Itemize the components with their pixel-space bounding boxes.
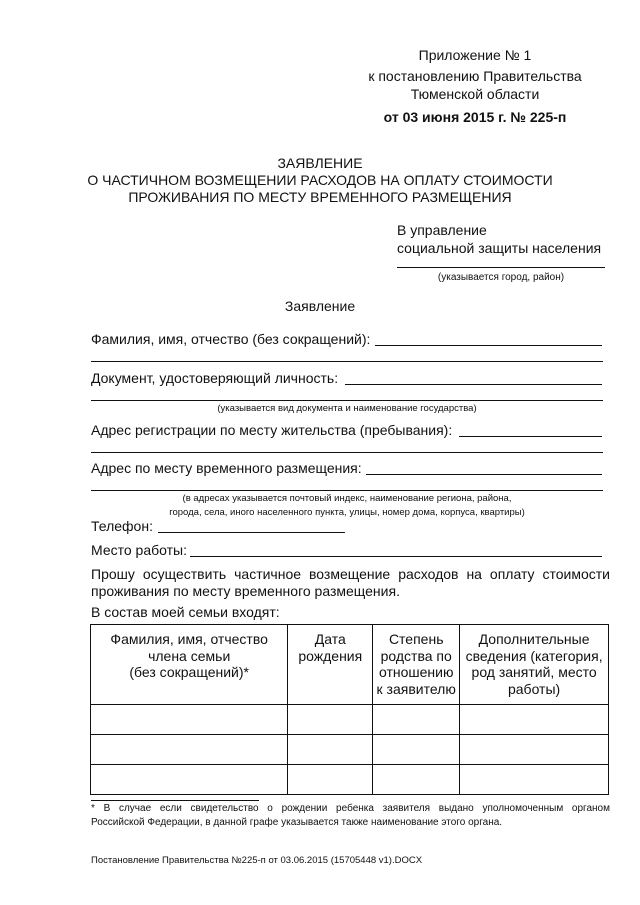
form-heading: Заявление <box>284 298 356 314</box>
table-cell[interactable] <box>460 705 609 735</box>
work-label: Место работы: <box>91 542 187 558</box>
table-row <box>91 765 609 795</box>
document-field[interactable] <box>345 384 602 385</box>
request-line-2: проживания по месту временного размещения. <box>91 583 400 599</box>
appendix-date: от 03 июня 2015 г. № 225-п <box>383 109 567 125</box>
temp-address-label: Адрес по месту временного размещения: <box>91 460 362 476</box>
family-table <box>90 624 609 795</box>
phone-label: Телефон: <box>91 518 153 534</box>
footnote-line-1: * В случае если свидетельство о рождении ребенка заявителя выдано уполномоченным органом <box>91 803 610 814</box>
title-line-2: О ЧАСТИЧНОМ ВОЗМЕЩЕНИИ РАСХОДОВ НА ОПЛАТУ СТОИМОСТИ <box>87 172 553 188</box>
address-hint-2: города, села, иного населенного пункта, улицы, номер дома, корпуса, квартиры) <box>169 507 525 518</box>
table-cell[interactable] <box>91 765 288 795</box>
col-fio-header: Фамилия, имя, отчество члена семьи (без сокращений)* <box>91 625 288 705</box>
document-footer: Постановление Правительства №225-п от 03.06.2015 (15705448 v1).DOCX <box>91 855 423 866</box>
table-cell[interactable] <box>373 705 460 735</box>
title-line-3: ПРОЖИВАНИЯ ПО МЕСТУ ВРЕМЕННОГО РАЗМЕЩЕНИЯ <box>128 189 512 205</box>
phone-field[interactable] <box>158 532 345 533</box>
family-label: В состав моей семьи входят: <box>91 604 280 620</box>
table-cell[interactable] <box>373 735 460 765</box>
addressee-line-2: социальной защиты населения <box>397 240 602 256</box>
col-additional-header: Дополнительные сведения (категория, род занятий, место работы) <box>460 625 609 705</box>
addressee-hint: (указывается город, район) <box>437 272 565 283</box>
addressee-city-field[interactable] <box>397 267 605 268</box>
document-label: Документ, удостоверяющий личность: <box>91 370 339 386</box>
footnote-line-2: Российской Федерации, в данной графе указывается также наименование этого органа. <box>91 817 503 828</box>
family-table-header <box>91 625 609 705</box>
appendix-number: Приложение № 1 <box>418 47 532 63</box>
fio-label: Фамилия, имя, отчество (без сокращений): <box>91 331 371 347</box>
table-cell[interactable] <box>460 765 609 795</box>
document-title <box>0 155 640 206</box>
table-cell[interactable] <box>91 735 288 765</box>
reg-address-field[interactable] <box>459 436 602 437</box>
appendix-region: Тюменской области <box>410 86 540 102</box>
addressee-line-1: В управление <box>397 222 487 238</box>
footnote-separator <box>91 800 259 801</box>
request-line-1: Прошу осуществить частичное возмещение расходов на оплату стоимости <box>91 566 610 582</box>
col-birthdate-header: Дата рождения <box>288 625 373 705</box>
table-cell[interactable] <box>288 735 373 765</box>
table-cell[interactable] <box>288 705 373 735</box>
footnote <box>91 802 610 830</box>
work-field[interactable] <box>190 556 602 557</box>
address-hint-1: (в адресах указывается почтовый индекс, наименование региона, района, <box>182 493 512 504</box>
table-cell[interactable] <box>288 765 373 795</box>
table-cell[interactable] <box>91 705 288 735</box>
document-field-line-2[interactable] <box>91 400 603 401</box>
temp-address-field[interactable] <box>366 474 602 475</box>
document-hint: (указывается вид документа и наименование государства) <box>217 403 477 414</box>
appendix-header <box>360 46 590 126</box>
reg-address-label: Адрес регистрации по месту жительства (пребывания): <box>91 422 453 438</box>
col-relation-header: Степень родства по отношению к заявителю <box>373 625 460 705</box>
table-row <box>91 735 609 765</box>
table-row <box>91 705 609 735</box>
reg-address-field-line-2[interactable] <box>91 452 603 453</box>
table-cell[interactable] <box>460 735 609 765</box>
fio-field-line-2[interactable] <box>91 361 603 362</box>
title-line-1: ЗАЯВЛЕНИЕ <box>277 155 363 171</box>
table-cell[interactable] <box>373 765 460 795</box>
temp-address-field-line-2[interactable] <box>91 490 603 491</box>
appendix-ref: к постановлению Правительства <box>368 68 582 84</box>
fio-field[interactable] <box>375 345 602 346</box>
